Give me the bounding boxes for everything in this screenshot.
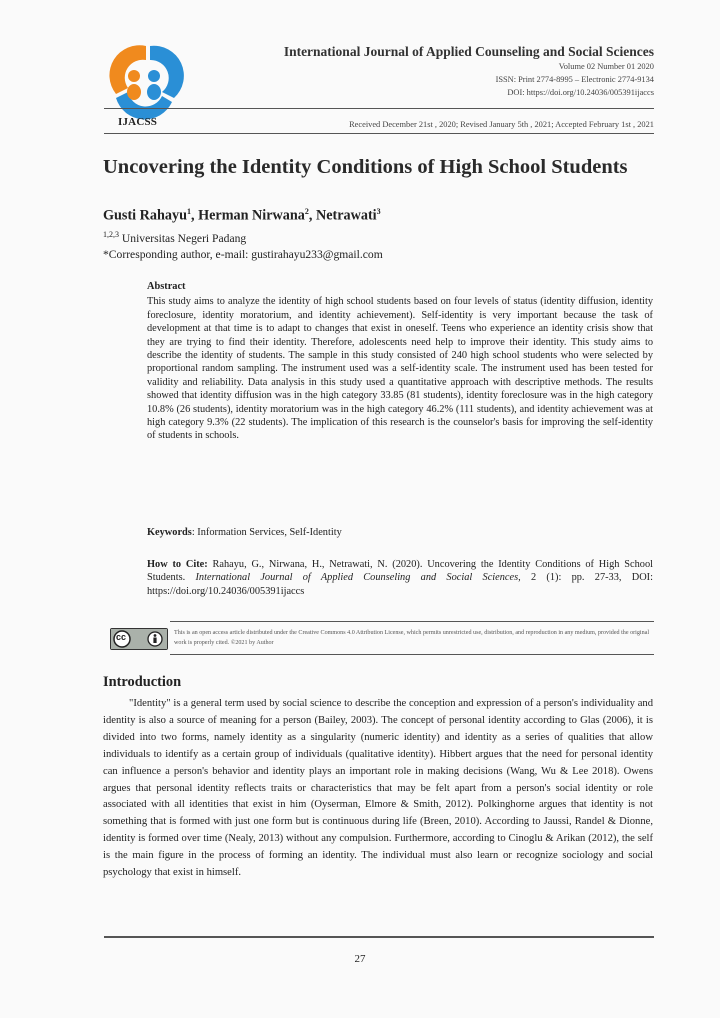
logo-person-body-right [147,84,161,100]
footer-divider [104,936,654,938]
header-divider [104,108,654,109]
author-1-sup: 1 [186,207,191,216]
page-number: 27 [354,953,366,965]
introduction-heading: Introduction [103,674,182,690]
journal-doi[interactable]: DOI: https://doi.org/10.24036/005391ijaccs [507,88,654,97]
abstract-heading: Abstract [147,281,186,292]
author-1: Gusti Rahayu [103,207,187,224]
logo-person-head-right [148,70,160,82]
license-text: This is an open access article distributed under the Creative Commons 4.0 Attribution License, which permits unrestricted use, distribution, and reproduction in any medium, provided the original work is properly cited. ©2021 by Author [174,630,650,646]
author-2-sup: 2 [304,207,309,216]
logo-arc-orange [109,45,146,94]
cite-journal: International Journal of Applied Counseling and Social Sciences, [195,572,521,584]
cc-icon-text: cc [116,632,127,642]
introduction-text: "Identity" is a general term used by social science to describe the conception and expression of a person's individuality and identity is also a source of meaning for a person (Bailey, 2003). The concept of personal identity according to Glas (2006), it is divided into two forms, namely identity as a singularity (numeric identity) and identity as a series of qualities that allow individuals to identify as a certain group of individuals (qualitative identity). Hibbert argues that the need for personal identity can influence a person's behavior and identity plays an important role in making decisions (Wang, Wu & Lee 2018). Owens argues that personal identity reflects traits or characteristics that may be felt apart from a person's social identity or role associated with all identities that exist in him (Oyserman, Elmore & Smith, 2012). Polkinghorne argues that identity is not something that is formed with just one form but is continuous during life (Breen, 2010). According to Jaussi, Randel & Dionne, identity is formed over time (Nealy, 2013) without any compulsion. Furthermore, according to Cinoglu & Arikan (2012), the self is the main figure in the process of forming an identity. The individual must also learn or recognize sociology and social psychology that exist in himself. [103,698,653,879]
author-list: Gusti Rahayu$^1$, Herman Nirwana$^2$, Netrawati$^3$ [103,207,381,224]
journal-issn: ISSN: Print 2774-8995 – Electronic 2774-9134 [495,75,654,84]
keywords-label: Keywords [147,527,192,538]
article-title: Uncovering the Identity Conditions of High School Students [103,156,628,178]
author-3-sup: 3 [376,207,381,216]
cite-label: How to Cite: [147,559,208,570]
creative-commons-icon[interactable] [110,628,168,650]
author-3: Netrawati [315,207,377,224]
logo-person-body-left [127,84,141,100]
license-divider-bottom [170,654,654,655]
submission-dates: Received December 21st , 2020; Revised January 5th , 2021; Accepted February 1st , 2021 [349,120,654,129]
cite-text: Rahayu, G., Nirwana, H., Netrawati, N. (2020). Uncovering the Identity Conditions of High School Students. [147,559,653,584]
affiliation-name: Universitas Negeri Padang [121,231,247,245]
header-divider-bottom [104,133,654,134]
logo-person-head-left [128,70,140,82]
abstract [147,280,653,443]
keywords-text: : Information Services, Self-Identity [191,527,342,538]
journal-name: International Journal of Applied Counseling and Social Sciences [283,44,654,59]
affiliation-sup: 1,2,3 [103,230,119,239]
journal-volume: Volume 02 Number 01 2020 [558,62,654,71]
cite-rest: 2 (1): pp. 27-33, DOI: https://doi.org/10.24036/005391ijaccs [147,572,653,597]
logo-text: IJACSS [118,116,158,128]
abstract-text: This study aims to analyze the identity of high school students based on four levels of status (identity diffusion, identity foreclosure, identity moratorium, and identity achievement). Self-identity is very important because the task of development at that time is to adapt to changes that exist in oneself. Teens who experience an identity crisis show that they are trying to find their identity. Therefore, adolescents need help to improve their identity. This study aims to describe the identity of students. The sample in this study consisted of 240 high school students who were selected by proportional random sampling. The instrument used was a self-identity scale. The instrument used has been tested for validity and reliability. Data analysis in this study used a quantitative approach with descriptive methods. The results showed that identity diffusion was in the high category 33.85 (81 students), identity foreclosure was in the high category 10.8% (26 students), identity moratorium was in the high category 46.2% (111 students), and identity achievement was at high category 9.3% (22 students). The implication of this research is the counselor's basis for improving the self-identity of students in schools. [147,296,653,442]
corresponding-author: *Corresponding author, e-mail: gustirahayu233@gmail.com [103,248,383,261]
keywords [147,526,653,539]
author-2: Herman Nirwana [198,207,305,224]
how-to-cite [147,558,653,598]
affiliation [103,230,246,245]
license-divider-top [170,621,654,622]
